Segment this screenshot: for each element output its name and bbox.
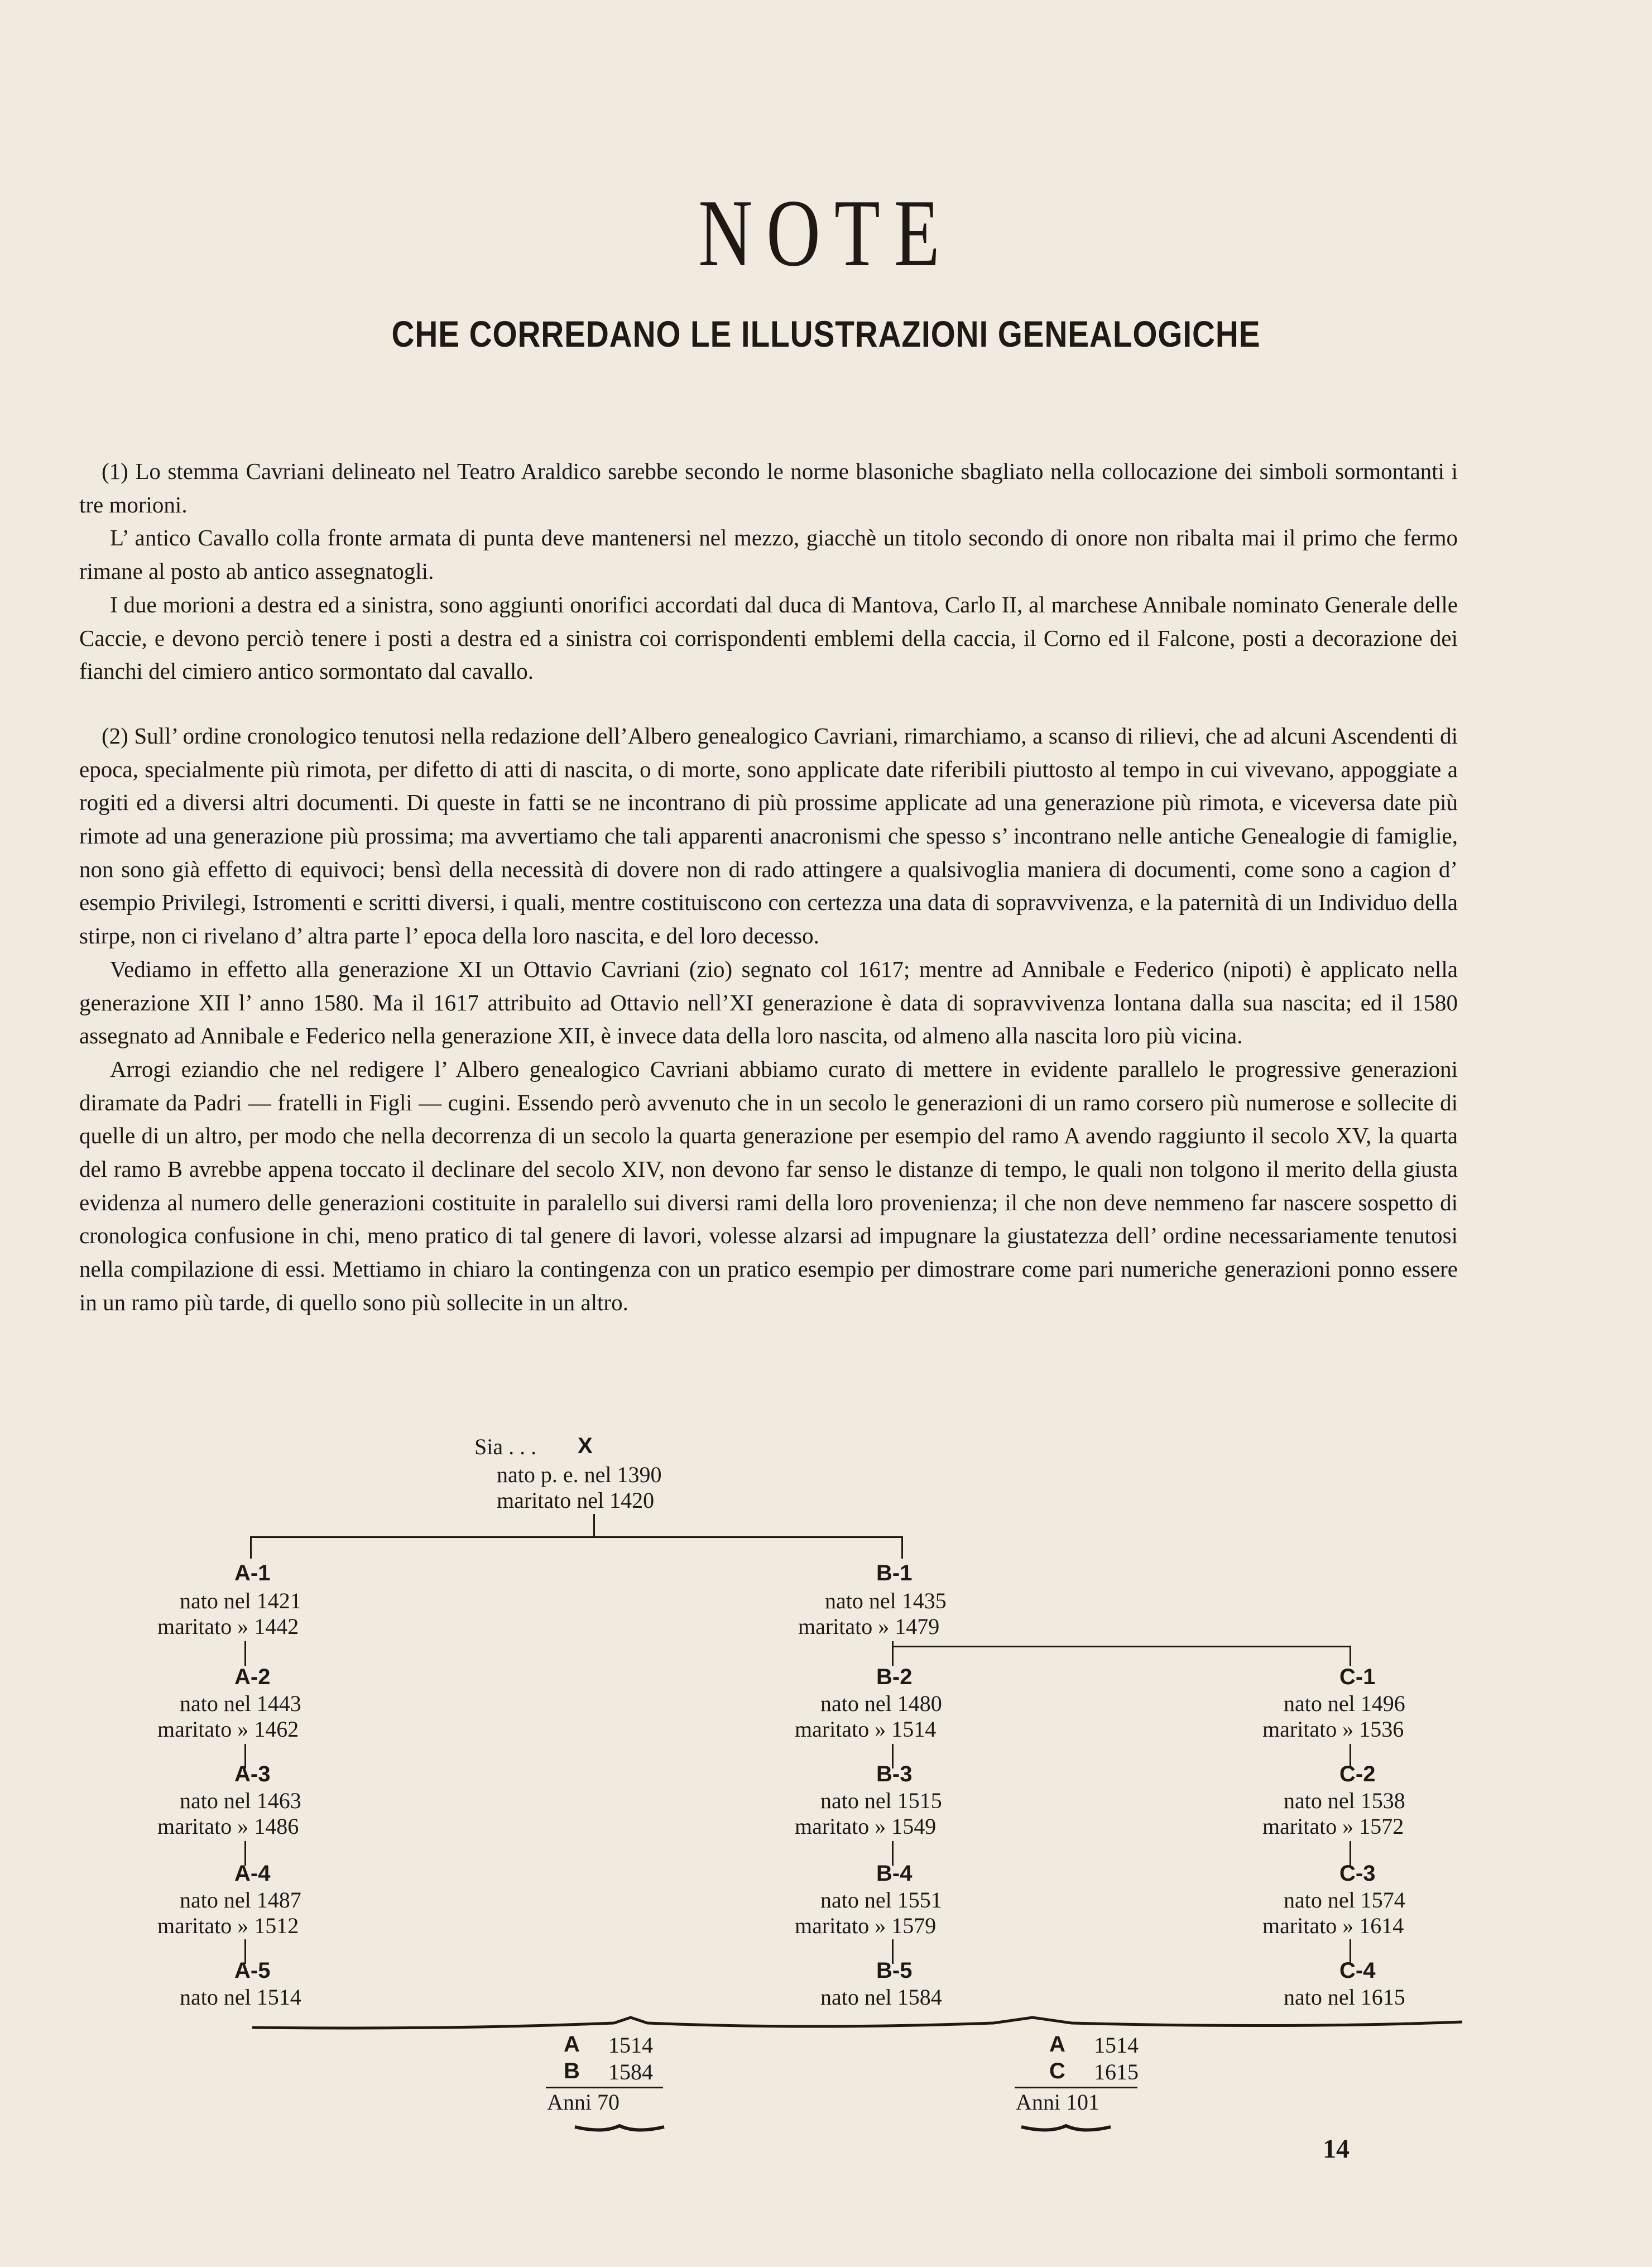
brace-rule [252, 2017, 1462, 2028]
note-2-paragraph-2: Vediamo in effetto alla generazione XI un Ottavio Cavriani (zio) segnato col 1617; mentre ad Annibale e Federico (nipoti) è applicato nella generazione XII l’ anno 1580. Ma il 1617 attribuito ad Ottavio nell’XI generazione è data di sopravvivenza lontana dalla sua nascita; ed il 1580 assegnato ad Annibale e Federico nella generazione XII, è invece data della loro nascita, od almeno alla nascita loro più vicina. [79, 956, 1458, 1049]
flourish-left [575, 2126, 664, 2130]
gen-a1-label: A-1 [234, 1561, 271, 1585]
gen-a1-nato: nato nel 1421 [180, 1588, 301, 1613]
gen-b5-nato: nato nel 1584 [820, 1985, 942, 2010]
note-2-paragraph-3: Arrogi eziandio che nel redigere l’ Albero genealogico Cavriani abbiamo curato di mettere in evidente parallelo le progressive generazioni diramate da Padri — fratelli in Figli — cugini. Essendo però avvenuto che in un secolo le generazioni di un ramo corsero più numerose e sollecite di quelle di un altro, per modo che nella decorrenza di un secolo la quarta generazione per esempio del ramo A avendo raggiunto il secolo XV, la quarta del ramo B avrebbe appena toccato il declinare del secolo XIV, non devono far senso le distanze di tempo, le quali non tolgono il merito della giusta evidenza al numero delle generazioni costituite in paralello sui diversi rami della loro provenienza; il che non deve nemmeno far nascere sospetto di cronologica confusione in chi, meno pratico di tal genere di lavori, volesse alzarsi ad impugnare la giustatezza dell’ ordine necessariamente tenutosi nella compilazione di essi. Mettiamo in chiaro la contingenza con un pratico esempio per dimostrare come pari numeriche generazioni ponno essere in un ramo più tarde, di quello sono più sollecite in un altro. [79, 1056, 1458, 1315]
compare-ab-rule [546, 2087, 663, 2088]
gen-b1-nato: nato nel 1435 [825, 1588, 947, 1613]
gen-a5-label: A-5 [234, 1958, 271, 1983]
gen-b4-nato: nato nel 1551 [820, 1887, 942, 1913]
note-1-paragraph-2: L’ antico Cavallo colla fronte armata di punta deve mantenersi nel mezzo, giacchè un titolo secondo di onore non ribalta mai il primo che fermo rimane al posto ab antico assegnatogli. [79, 525, 1458, 584]
flourish-right [1021, 2126, 1111, 2130]
gen-a3-label: A-3 [234, 1762, 271, 1786]
compare-ac-a-year: 1514 [1094, 2033, 1139, 2058]
compare-ab-a-label: A [564, 2032, 580, 2057]
page-number: 14 [1323, 2134, 1350, 2164]
gen-c2-maritato: maritato » 1572 [1262, 1814, 1404, 1839]
gen-b1-label: B-1 [876, 1561, 913, 1585]
gen-a2-label: A-2 [234, 1665, 271, 1689]
page-title: NOTE [698, 180, 954, 286]
note-1-paragraph-3: I due morioni a destra ed a sinistra, sono aggiunti onorifici accordati dal duca di Mantova, Carlo II, al marchese Annibale nominato Generale delle Caccie, e devono perciò tenere i posti a destra ed a sinistra coi corrispondenti emblemi della caccia, il Corno ed il Falcone, posti a decorazione dei fianchi del cimiero antico sormontato dal cavallo. [79, 591, 1458, 684]
root-label: X [578, 1434, 593, 1458]
compare-ac-anni: Anni 101 [1016, 2089, 1099, 2115]
compare-ab-b-label: B [564, 2059, 580, 2083]
gen-b3-maritato: maritato » 1549 [795, 1814, 937, 1839]
gen-a2-maritato: maritato » 1462 [157, 1717, 299, 1742]
gen-a2-nato: nato nel 1443 [180, 1691, 301, 1716]
gen-b1-maritato: maritato » 1479 [798, 1614, 940, 1639]
gen-a3-nato: nato nel 1463 [180, 1788, 301, 1813]
gen-a3-maritato: maritato » 1486 [157, 1814, 299, 1839]
gen-b4-maritato: maritato » 1579 [795, 1913, 937, 1938]
gen-b3-nato: nato nel 1515 [820, 1788, 942, 1813]
gen-a4-label: A-4 [234, 1861, 271, 1886]
root-sia-text: Sia . . . [474, 1434, 537, 1459]
gen-b5-label: B-5 [876, 1958, 913, 1983]
note-1-paragraph: (1) Lo stemma Cavriani delineato nel Teatro Araldico sarebbe secondo le norme blasoniche sbagliato nella collocazione dei simboli sormontanti i tre morioni. [79, 458, 1458, 517]
gen-b2-nato: nato nel 1480 [820, 1691, 942, 1716]
gen-b3-label: B-3 [876, 1762, 913, 1786]
gen-c1-nato: nato nel 1496 [1284, 1691, 1405, 1716]
gen-c2-nato: nato nel 1538 [1284, 1788, 1405, 1813]
compare-ac-a-label: A [1049, 2032, 1065, 2057]
compare-ab-a-year: 1514 [608, 2033, 653, 2058]
gen-c1-maritato: maritato » 1536 [1262, 1717, 1404, 1742]
compare-ac-c-label: C [1049, 2059, 1065, 2083]
gen-b2-maritato: maritato » 1514 [795, 1717, 937, 1742]
gen-c3-label: C-3 [1339, 1861, 1376, 1886]
page-subtitle: CHE CORREDANO LE ILLUSTRAZIONI GENEALOGICHE [391, 313, 1261, 354]
gen-c3-nato: nato nel 1574 [1284, 1887, 1405, 1913]
gen-b2-label: B-2 [876, 1665, 913, 1689]
root-nato: nato p. e. nel 1390 [497, 1462, 662, 1487]
root-maritato: maritato nel 1420 [497, 1488, 655, 1513]
compare-ab-b-year: 1584 [608, 2059, 653, 2084]
gen-a1-maritato: maritato » 1442 [157, 1614, 299, 1639]
compare-ab-anni: Anni 70 [547, 2089, 620, 2115]
gen-a4-maritato: maritato » 1512 [157, 1913, 299, 1938]
compare-ac-rule [1015, 2087, 1137, 2088]
gen-c4-nato: nato nel 1615 [1284, 1985, 1405, 2010]
gen-b4-label: B-4 [876, 1861, 913, 1886]
gen-c3-maritato: maritato » 1614 [1262, 1913, 1404, 1938]
gen-c2-label: C-2 [1339, 1762, 1376, 1786]
note-2-paragraph: (2) Sull’ ordine cronologico tenutosi nella redazione dell’Albero genealogico Cavriani, rimarchiamo, a scanso di rilievi, che ad alcuni Ascendenti di epoca, specialmente più rimota, per difetto di atti di nascita, o di morte, sono applicate date riferibili piuttosto al tempo in cui vivevano, appoggiate a rogiti ed a diversi altri documenti. Di queste in fatti se ne incontrano di più prossime applicate ad una generazione più rimota, e viceversa date più rimote ad una generazione più prossima; ma avvertiamo che tali apparenti anacronismi che spesso s’ incontrano nelle antiche Genealogie di famiglie, non sono già effetto di equivoci; bensì della necessità di dovere non di rado attingere a qualsivoglia maniera di documenti, come sono a cagion d’ esempio Privilegi, Istromenti e scritti diversi, i quali, mentre costituiscono con certezza una data di sopravvivenza, e la paternità di un Individuo della stirpe, non ci rivelano d’ altra parte l’ epoca della loro nascita, e del loro decesso. [79, 722, 1458, 949]
gen-c4-label: C-4 [1339, 1958, 1376, 1983]
gen-a4-nato: nato nel 1487 [180, 1887, 301, 1913]
gen-c1-label: C-1 [1339, 1665, 1376, 1689]
compare-ac-c-year: 1615 [1094, 2059, 1139, 2084]
gen-a5-nato: nato nel 1514 [180, 1985, 301, 2010]
